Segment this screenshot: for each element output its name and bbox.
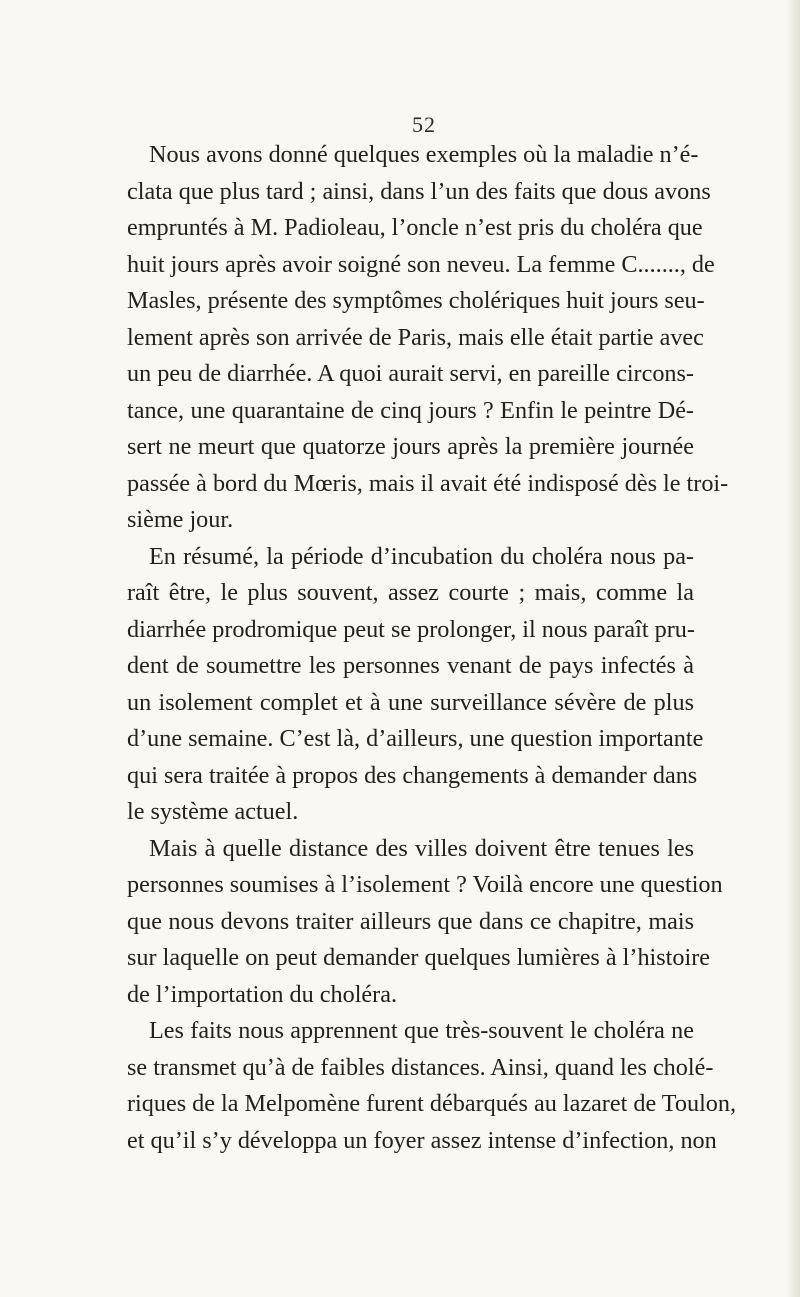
text-line: dent de soumettre les personnes venant de pays infectés à xyxy=(127,652,694,679)
text-line: raît être, le plus souvent, assez courte ; mais, comme la xyxy=(127,579,694,606)
text-line: Les faits nous apprennent que très-souvent le choléra ne xyxy=(149,1017,694,1044)
text-line: de l’importation du choléra. xyxy=(127,980,398,1008)
text-line: Masles, présente des symptômes cholériques huit jours seu- xyxy=(127,287,705,314)
text-line: riques de la Melpomène furent débarqués au lazaret de Toulon, xyxy=(127,1090,737,1117)
text-line: Nous avons donné quelques exemples où la maladie n’é- xyxy=(149,141,699,168)
text-line: passée à bord du Mœris, mais il avait été indisposé dès le troi- xyxy=(127,469,729,497)
page-number: 52 xyxy=(412,112,436,137)
text-line: Mais à quelle distance des villes doivent être tenues les xyxy=(149,834,694,862)
text-line: d’une semaine. C’est là, d’ailleurs, une question importante xyxy=(127,725,704,752)
text-line: qui sera traitée à propos des changements à demander dans xyxy=(127,761,698,789)
text-line: sième jour. xyxy=(127,506,234,533)
text-line: le système actuel. xyxy=(127,798,299,825)
text-line: empruntés à M. Padioleau, l’oncle n’est pris du choléra que xyxy=(127,214,703,241)
text-line: En résumé, la période d’incubation du choléra nous pa- xyxy=(149,542,694,570)
body-text xyxy=(127,137,737,1159)
text-line: se transmet qu’à de faibles distances. Ainsi, quand les cholé- xyxy=(127,1053,714,1081)
text-line: tance, une quarantaine de cinq jours ? Enfin le peintre Dé- xyxy=(127,396,694,424)
text-line: un peu de diarrhée. A quoi aurait servi, en pareille circons- xyxy=(127,360,694,387)
text-line: clata que plus tard ; ainsi, dans l’un des faits que dous avons xyxy=(127,177,711,205)
text-line: et qu’il s’y développa un foyer assez intense d’infection, non xyxy=(127,1126,717,1154)
text-line: diarrhée prodromique peut se prolonger, il nous paraît pru- xyxy=(127,615,695,643)
text-line: personnes soumises à l’isolement ? Voilà encore une question xyxy=(127,871,723,898)
text-line: huit jours après avoir soigné son neveu. La femme C......., de xyxy=(127,250,715,278)
text-line: sert ne meurt que quatorze jours après la première journée xyxy=(127,433,694,460)
text-line: un isolement complet et à une surveillance sévère de plus xyxy=(127,688,694,716)
text-line: sur laquelle on peut demander quelques lumières à l’histoire xyxy=(127,944,711,971)
text-line: lement après son arrivée de Paris, mais elle était partie avec xyxy=(127,323,704,351)
page-edge-shadow xyxy=(786,0,800,1297)
text-line: que nous devons traiter ailleurs que dans ce chapitre, mais xyxy=(127,907,694,935)
